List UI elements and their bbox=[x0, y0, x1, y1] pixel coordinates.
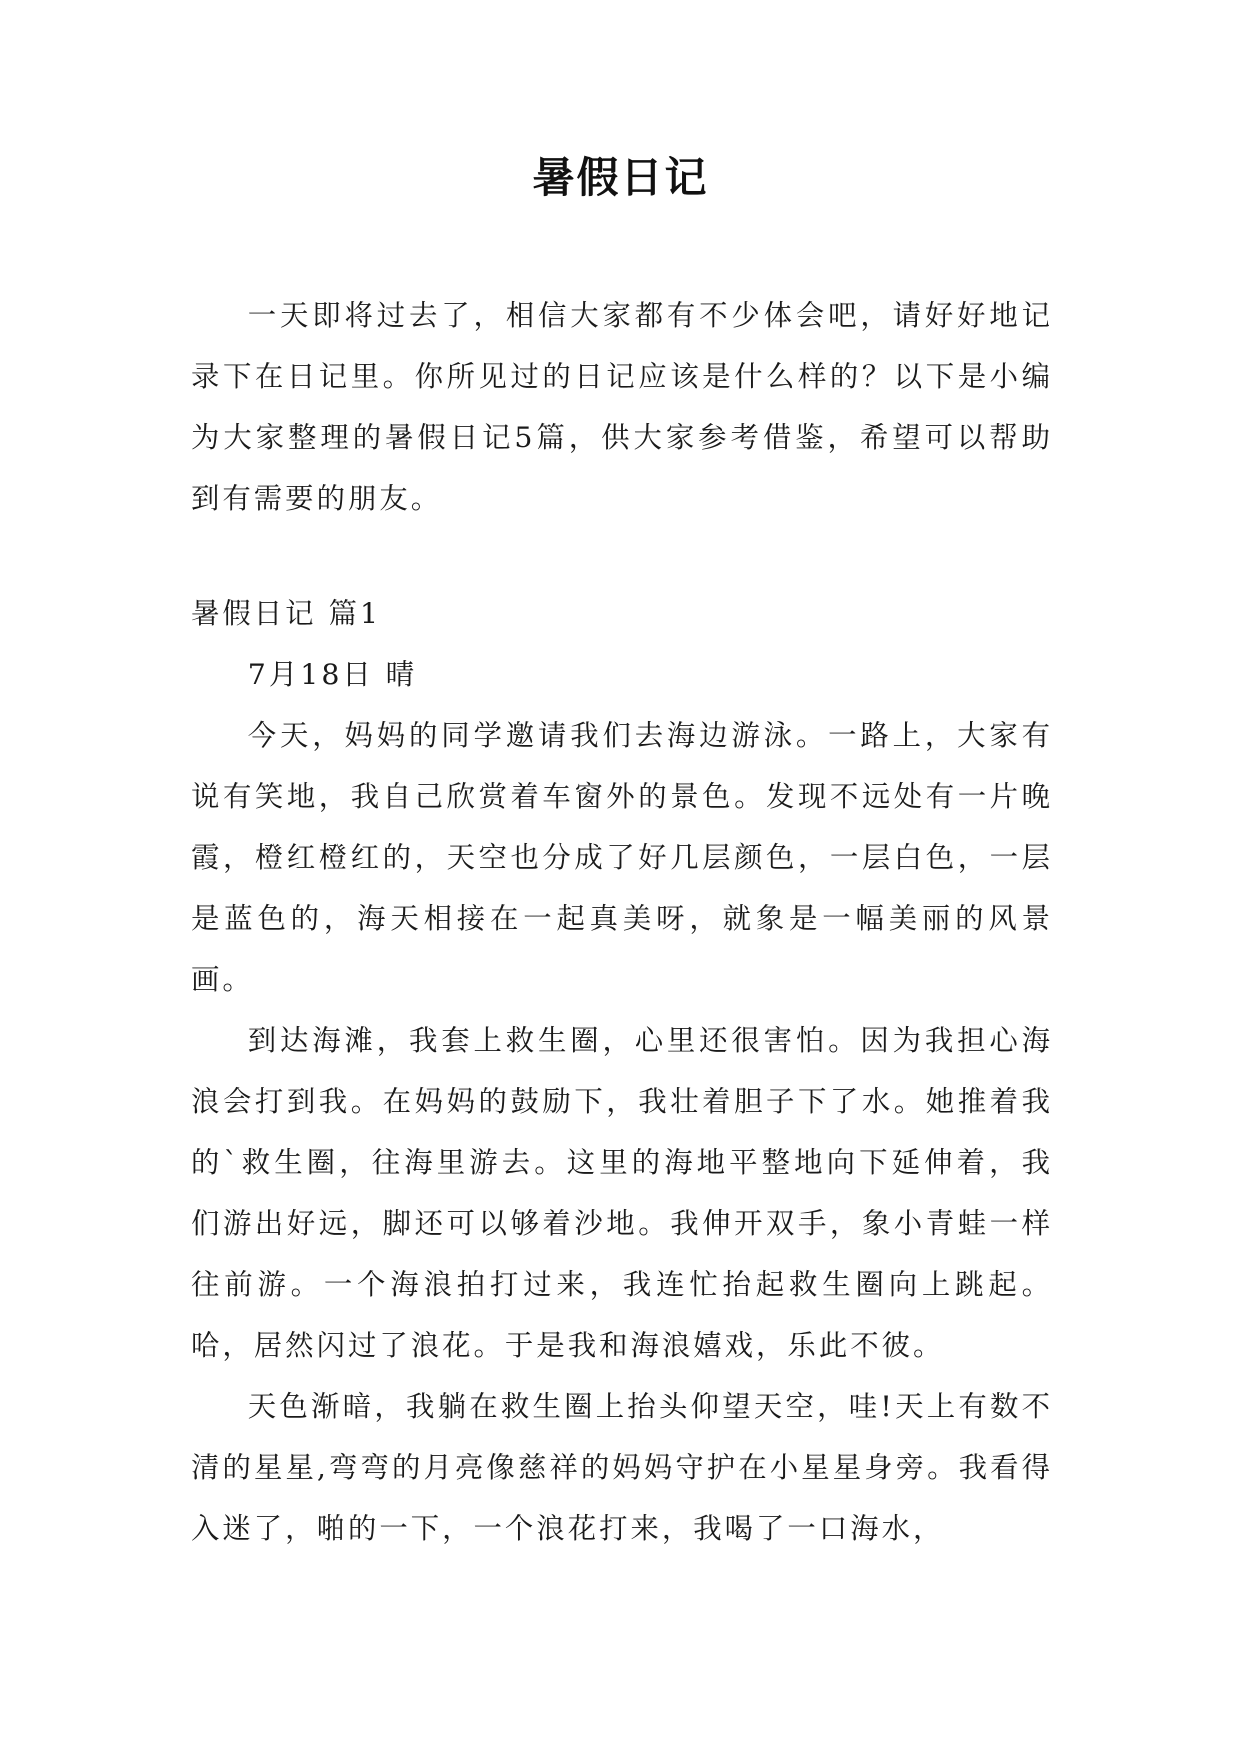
body-paragraph: 今天，妈妈的同学邀请我们去海边游泳。一路上，大家有说有笑地，我自己欣赏着车窗外的景色。发现不远处有一片晚霞，橙红橙红的，天空也分成了好几层颜色，一层白色，一层是蓝色的，海天相接在一起真美呀，就象是一幅美丽的风景画。 bbox=[191, 719, 1053, 996]
body-paragraph: 到达海滩，我套上救生圈，心里还很害怕。因为我担心海浪会打到我。在妈妈的鼓励下，我壮着胆子下了水。她推着我的`救生圈，往海里游去。这里的海地平整地向下延伸着，我们游出好远，脚还可以够着沙地。我伸开双手，象小青蛙一样往前游。一个海浪拍打过来，我连忙抬起救生圈向上跳起。哈，居然闪过了浪花。于是我和海浪嬉戏，乐此不彼。 bbox=[191, 1024, 1053, 1362]
intro-paragraph: 一天即将过去了，相信大家都有不少体会吧，请好好地记录下在日记里。你所见过的日记应该是什么样的？以下是小编为大家整理的暑假日记5篇，供大家参考借鉴，希望可以帮助到有需要的朋友。 bbox=[191, 299, 1053, 515]
diary-date-line: 7月18日 晴 bbox=[247, 658, 418, 691]
body-paragraph: 天色渐暗，我躺在救生圈上抬头仰望天空，哇!天上有数不清的星星,弯弯的月亮像慈祥的妈妈守护在小星星身旁。我看得入迷了，啪的一下，一个浪花打来，我喝了一口海水， bbox=[191, 1390, 1053, 1545]
document-title: 暑假日记 bbox=[532, 153, 709, 202]
section-heading: 暑假日记 篇1 bbox=[191, 597, 382, 630]
document-body bbox=[191, 285, 1053, 1559]
